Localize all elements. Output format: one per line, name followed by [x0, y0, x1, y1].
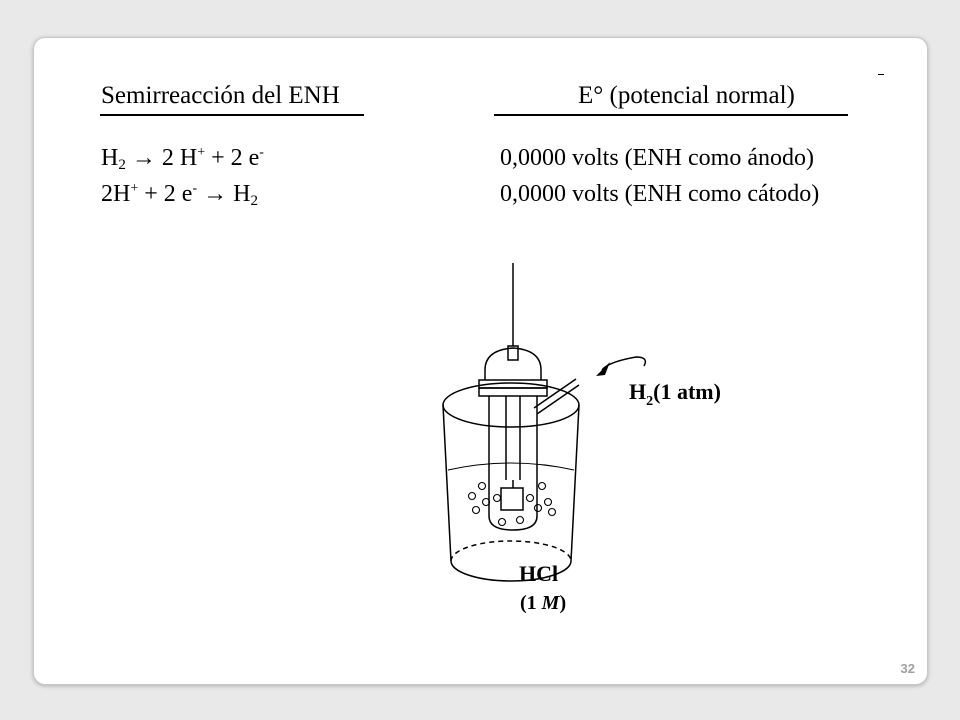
reaction-2-sub: 2 — [250, 193, 258, 209]
solution-label: HCl — [519, 561, 559, 586]
reaction-1-equation — [101, 145, 264, 174]
header-rule-left — [100, 114, 364, 116]
header-rule-right — [494, 114, 848, 116]
reaction-1-sup1: + — [197, 145, 206, 160]
page-number: 32 — [900, 661, 915, 676]
corner-mark — [878, 74, 884, 75]
reaction-2-sup2: - — [192, 181, 198, 196]
reaction-2-potential: 0,0000 volts (ENH como cátodo) — [500, 181, 820, 207]
slide — [33, 37, 928, 685]
reaction-1-sub: 2 — [118, 157, 126, 173]
reaction-2-sup1: + — [130, 181, 139, 196]
hydrogen-electrode-diagram — [424, 258, 744, 618]
electrode-dome — [485, 348, 541, 380]
header-potential: E° (potencial normal) — [578, 82, 795, 109]
concentration-label: (1 M) — [520, 592, 567, 614]
reaction-2-mid: + 2 e — [138, 181, 193, 207]
gas-arrowhead — [596, 362, 610, 376]
liquid-surface — [448, 463, 574, 470]
beaker-wall-right — [571, 405, 579, 561]
reaction-1-sup2: - — [259, 145, 264, 160]
gas-label: $H_2(1$ atm) — [629, 379, 721, 409]
beaker-rim — [443, 383, 579, 427]
beaker-wall-left — [443, 405, 451, 561]
reaction-2-equation — [101, 181, 258, 210]
platinum-electrode — [501, 488, 523, 510]
reaction-2-2h: 2H — [101, 181, 131, 207]
reaction-1-mid: + 2 e — [205, 145, 260, 171]
reaction-2-arrow: → H — [197, 181, 251, 207]
beaker-bottom-back — [451, 541, 571, 561]
hydrogen-bubbles — [469, 483, 556, 526]
header-half-reaction: Semirreacción del ENH — [101, 82, 340, 109]
reaction-1-h: H — [101, 145, 119, 171]
stopper-bottom — [479, 388, 547, 396]
reaction-1-potential: 0,0000 volts (ENH como ánodo) — [500, 145, 814, 171]
reaction-1-arrow: → 2 H — [125, 145, 198, 171]
